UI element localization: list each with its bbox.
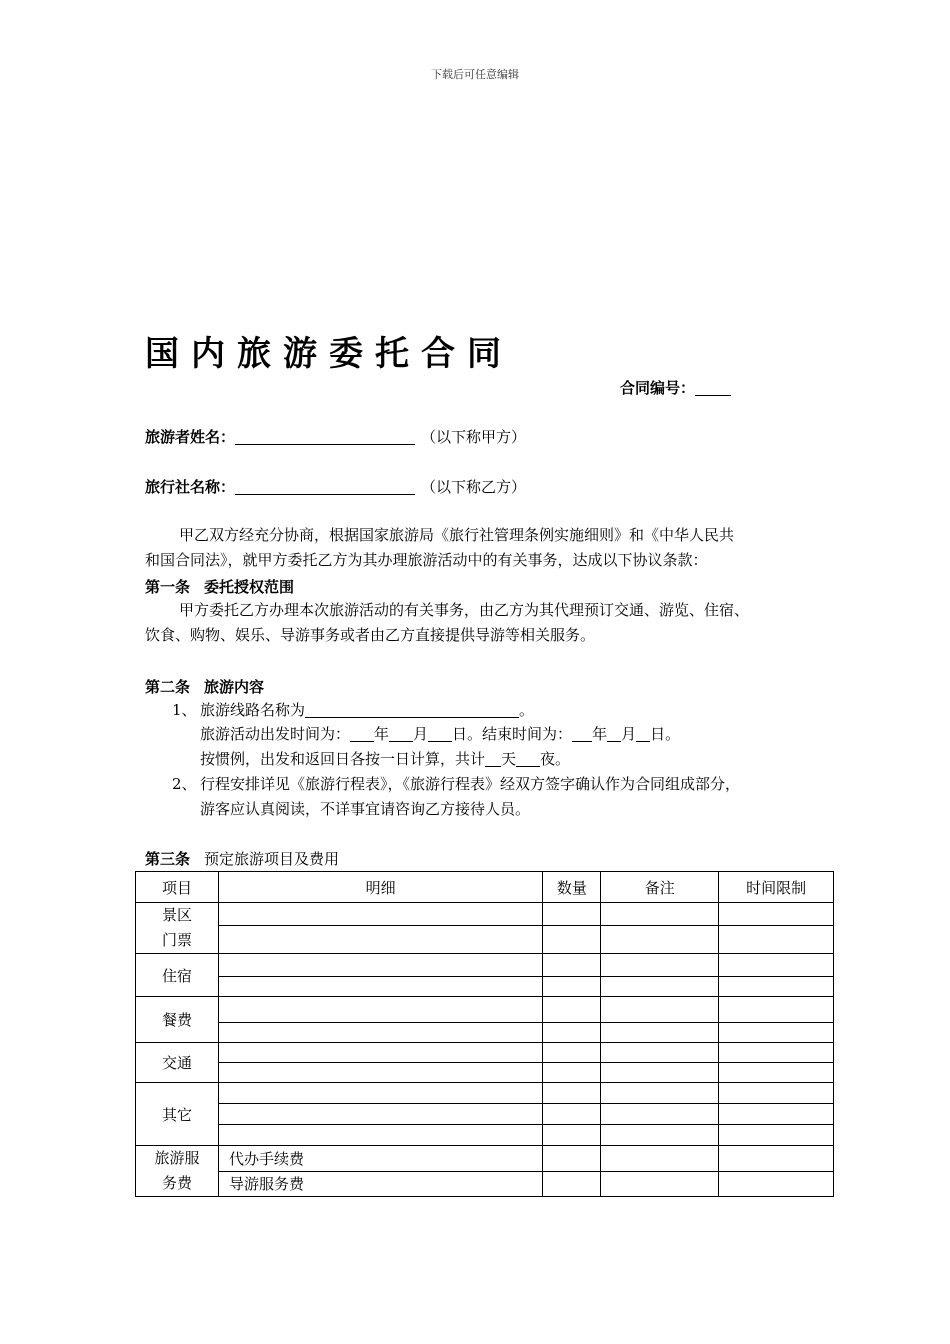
start-time-label: 旅游活动出发时间为： — [200, 725, 351, 743]
table-cell[interactable] — [719, 954, 834, 977]
table-cell[interactable] — [543, 954, 601, 977]
table-cell[interactable] — [218, 1023, 542, 1043]
traveler-name-label: 旅游者姓名： — [145, 428, 236, 446]
intro-line-2: 和国合同法》，就甲方委托乙方为其办理旅游活动中的有关事务，达成以下协议条款： — [145, 551, 708, 569]
table-cell[interactable] — [218, 1125, 542, 1146]
traveler-name-field — [145, 426, 526, 447]
duration-line — [200, 747, 570, 772]
table-cell[interactable] — [601, 1146, 719, 1172]
duration-label: 按惯例，出发和返回日各按一日计算，共计 — [200, 750, 486, 768]
intro-line-1: 甲乙双方经充分协商，根据国家旅游局《旅行社管理条例实施细则》和《中华人民共 — [179, 526, 735, 544]
header-time-limit: 时间限制 — [719, 872, 834, 903]
table-cell[interactable] — [218, 977, 542, 997]
header-quantity: 数量 — [543, 872, 601, 903]
table-cell[interactable] — [543, 1104, 601, 1125]
table-cell[interactable] — [543, 1125, 601, 1146]
group-transport: 交通 — [136, 1043, 219, 1083]
group-service-fee — [136, 1146, 219, 1197]
article-3-number: 第三条 — [145, 850, 191, 868]
table-row — [136, 903, 834, 926]
table-row — [136, 1063, 834, 1083]
table-header-row — [136, 872, 834, 903]
service-row-handling-fee: 代办手续费 — [218, 1146, 542, 1172]
table-cell[interactable] — [719, 1171, 834, 1197]
article-2-number: 第二条 — [145, 678, 191, 696]
header-notes: 备注 — [601, 872, 719, 903]
table-cell[interactable] — [218, 997, 542, 1023]
table-cell[interactable] — [218, 903, 542, 926]
route-name-label: 旅游线路名称为 — [200, 701, 306, 719]
table-cell[interactable] — [719, 977, 834, 997]
table-cell[interactable] — [543, 903, 601, 926]
table-row — [136, 954, 834, 977]
start-month-label: 月 — [413, 725, 429, 743]
route-name-line — [200, 698, 534, 723]
end-month-label: 月 — [621, 725, 637, 743]
article-2-title: 旅游内容 — [204, 678, 265, 696]
article-1-heading — [145, 576, 294, 597]
table-cell[interactable] — [601, 954, 719, 977]
group-tickets — [136, 903, 219, 954]
table-cell[interactable] — [719, 1043, 834, 1063]
table-cell[interactable] — [218, 1104, 542, 1125]
table-cell[interactable] — [543, 1043, 601, 1063]
group-tickets-label: 景区门票 — [161, 906, 192, 949]
table-row — [136, 997, 834, 1023]
article-1-line-2: 饮食、购物、娱乐、导游事务或者由乙方直接提供导游等相关服务。 — [145, 626, 596, 644]
agency-name-label: 旅行社名称： — [145, 478, 236, 496]
table-cell[interactable] — [543, 997, 601, 1023]
agency-name-blank[interactable] — [235, 479, 415, 495]
table-cell[interactable] — [719, 1104, 834, 1125]
table-cell[interactable] — [543, 977, 601, 997]
table-cell[interactable] — [601, 926, 719, 954]
table-cell[interactable] — [543, 1146, 601, 1172]
table-cell[interactable] — [218, 1043, 542, 1063]
table-cell[interactable] — [543, 1023, 601, 1043]
table-cell[interactable] — [218, 926, 542, 954]
table-cell[interactable] — [601, 1063, 719, 1083]
contract-number-label: 合同编号： — [620, 379, 696, 397]
table-row — [136, 1146, 834, 1172]
article-2-heading — [145, 676, 264, 697]
route-name-blank[interactable] — [305, 702, 519, 718]
table-row — [136, 1104, 834, 1125]
group-meals: 餐费 — [136, 997, 219, 1043]
header-item: 项目 — [136, 872, 219, 903]
traveler-name-suffix: （以下称甲方） — [421, 428, 527, 446]
days-blank[interactable] — [485, 751, 501, 767]
group-other: 其它 — [136, 1083, 219, 1146]
contract-number — [620, 377, 731, 398]
table-cell[interactable] — [601, 1023, 719, 1043]
table-cell[interactable] — [601, 977, 719, 997]
table-cell[interactable] — [719, 1146, 834, 1172]
article-2-item-2-line-1: 行程安排详见《旅游行程表》，《旅游行程表》经双方签字确认作为合同组成部分， — [200, 775, 741, 793]
table-cell[interactable] — [543, 1083, 601, 1104]
start-month-blank[interactable] — [389, 726, 413, 742]
table-cell[interactable] — [218, 1083, 542, 1104]
end-day-blank[interactable] — [636, 726, 650, 742]
table-cell[interactable] — [719, 903, 834, 926]
table-cell[interactable] — [719, 926, 834, 954]
table-row — [136, 1083, 834, 1104]
header-note: 下载后可任意编辑 — [431, 68, 519, 81]
table-cell[interactable] — [543, 1063, 601, 1083]
days-label: 天 — [501, 750, 517, 768]
agency-name-field — [145, 476, 526, 497]
table-row — [136, 1023, 834, 1043]
table-cell[interactable] — [601, 1104, 719, 1125]
end-time-label: 日。结束时间为： — [452, 725, 573, 743]
route-name-end: 。 — [519, 701, 535, 719]
end-year-blank[interactable] — [572, 726, 592, 742]
article-2-item-2-number: 2、 — [172, 775, 197, 793]
document-title: 国内旅游委托合同 — [145, 334, 513, 374]
nights-label: 夜。 — [540, 750, 571, 768]
table-row — [136, 977, 834, 997]
start-year-label: 年 — [374, 725, 390, 743]
group-lodging: 住宿 — [136, 954, 219, 997]
table-cell[interactable] — [601, 1171, 719, 1197]
table-cell[interactable] — [218, 1063, 542, 1083]
article-3-title: 预定旅游项目及费用 — [204, 850, 340, 868]
contract-number-blank[interactable] — [695, 380, 731, 396]
table-cell[interactable] — [601, 1083, 719, 1104]
nights-blank[interactable] — [516, 751, 540, 767]
table-row — [136, 1171, 834, 1197]
table-cell[interactable] — [719, 1063, 834, 1083]
table-cell[interactable] — [543, 926, 601, 954]
article-3-heading — [145, 848, 339, 869]
travel-dates-line — [200, 722, 680, 747]
article-1-title: 委托授权范围 — [204, 578, 295, 596]
table-cell[interactable] — [719, 1023, 834, 1043]
table-cell[interactable] — [601, 1043, 719, 1063]
group-service-fee-label: 旅游服务费 — [154, 1149, 200, 1192]
traveler-name-blank[interactable] — [235, 429, 415, 445]
service-row-guide-fee: 导游服务费 — [218, 1171, 542, 1197]
table-cell[interactable] — [601, 1125, 719, 1146]
article-1-line-1: 甲方委托乙方办理本次旅游活动的有关事务，由乙方为其代理预订交通、游览、住宿、 — [179, 601, 750, 619]
table-row — [136, 1043, 834, 1063]
table-row — [136, 1125, 834, 1146]
end-month-blank[interactable] — [607, 726, 621, 742]
table-row — [136, 926, 834, 954]
article-2-item-2-line-2: 游客应认真阅读，不详事宜请咨询乙方接待人员。 — [200, 800, 531, 818]
end-year-label: 年 — [592, 725, 608, 743]
table-cell[interactable] — [601, 903, 719, 926]
header-detail: 明细 — [218, 872, 542, 903]
table-cell[interactable] — [719, 1083, 834, 1104]
start-year-blank[interactable] — [350, 726, 374, 742]
table-cell[interactable] — [719, 997, 834, 1023]
fees-table — [135, 871, 834, 1197]
table-cell[interactable] — [218, 954, 542, 977]
agency-name-suffix: （以下称乙方） — [421, 478, 527, 496]
table-cell[interactable] — [719, 1125, 834, 1146]
article-2-item-1-number: 1、 — [172, 701, 197, 719]
table-cell[interactable] — [601, 997, 719, 1023]
end-day-label: 日。 — [650, 725, 681, 743]
start-day-blank[interactable] — [428, 726, 452, 742]
table-cell[interactable] — [543, 1171, 601, 1197]
article-1-number: 第一条 — [145, 578, 191, 596]
